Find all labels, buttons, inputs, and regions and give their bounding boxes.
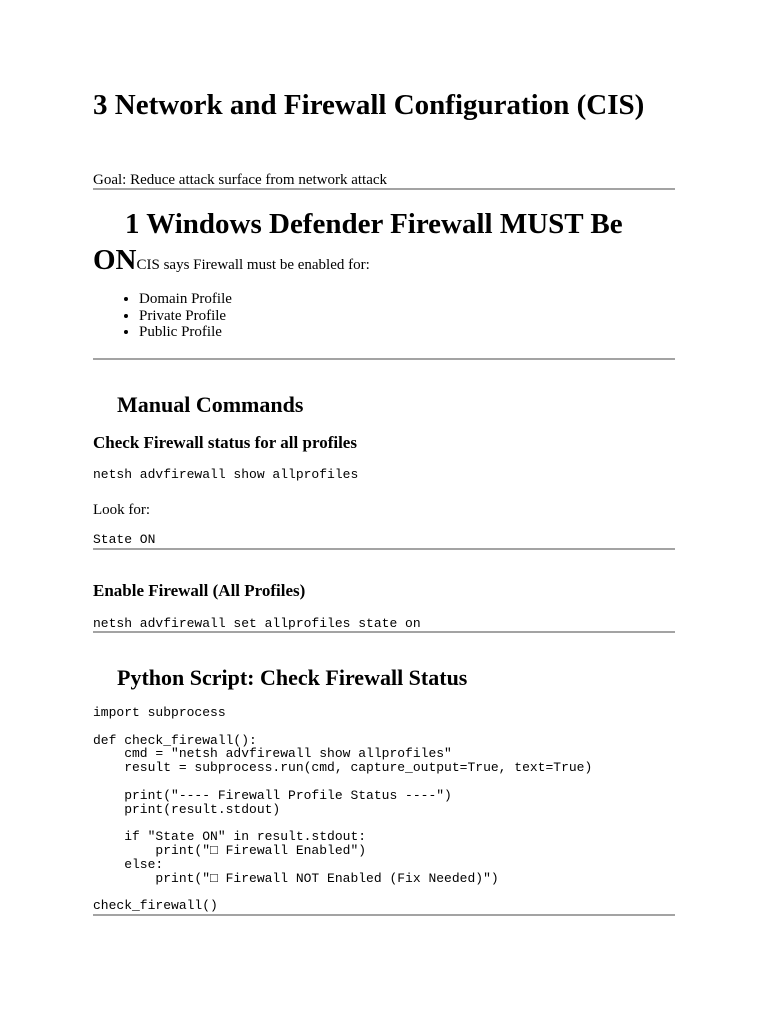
- divider: [93, 631, 675, 633]
- section-heading-line2: ON: [93, 244, 137, 276]
- page-title: 3 Network and Firewall Configuration (CIS): [93, 89, 645, 121]
- manual-commands-heading: Manual Commands: [117, 392, 304, 417]
- divider: [93, 914, 675, 916]
- section-heading-line1: 1 Windows Defender Firewall MUST Be: [125, 208, 623, 240]
- divider: [93, 548, 675, 550]
- list-item-private-profile: • Private Profile: [139, 308, 232, 325]
- check-status-heading: Check Firewall status for all profiles: [93, 433, 357, 452]
- profile-list: [93, 291, 232, 341]
- python-script-heading: Python Script: Check Firewall Status: [117, 665, 468, 690]
- python-code-block: import subprocess def check_firewall(): cmd = "netsh advfirewall show allprofiles" result = subprocess.run(cmd, capture_output=True, text=True) print("---- Firewall Profile Status ----") print(result.stdout) if "State ON" in result.stdout: print("□ Firewall Enabled") else: print("□ Firewall NOT Enabled (Fix Needed)") check_firewall(): [93, 705, 593, 914]
- check-status-command: netsh advfirewall show allprofiles: [93, 467, 359, 482]
- look-for-label: Look for:: [93, 502, 151, 518]
- divider: [93, 188, 675, 190]
- section-heading-firewall-on: [93, 206, 675, 283]
- section-intro-text: CIS says Firewall must be enabled for:: [136, 257, 370, 273]
- look-for-value: State ON: [93, 532, 156, 547]
- goal-text: Goal: Reduce attack surface from network attack: [93, 172, 388, 188]
- enable-firewall-command: netsh advfirewall set allprofiles state on: [93, 616, 421, 631]
- enable-firewall-heading: Enable Firewall (All Profiles): [93, 581, 306, 600]
- divider: [93, 358, 675, 360]
- list-item-domain-profile: • Domain Profile: [139, 291, 232, 308]
- list-item-public-profile: • Public Profile: [139, 324, 232, 341]
